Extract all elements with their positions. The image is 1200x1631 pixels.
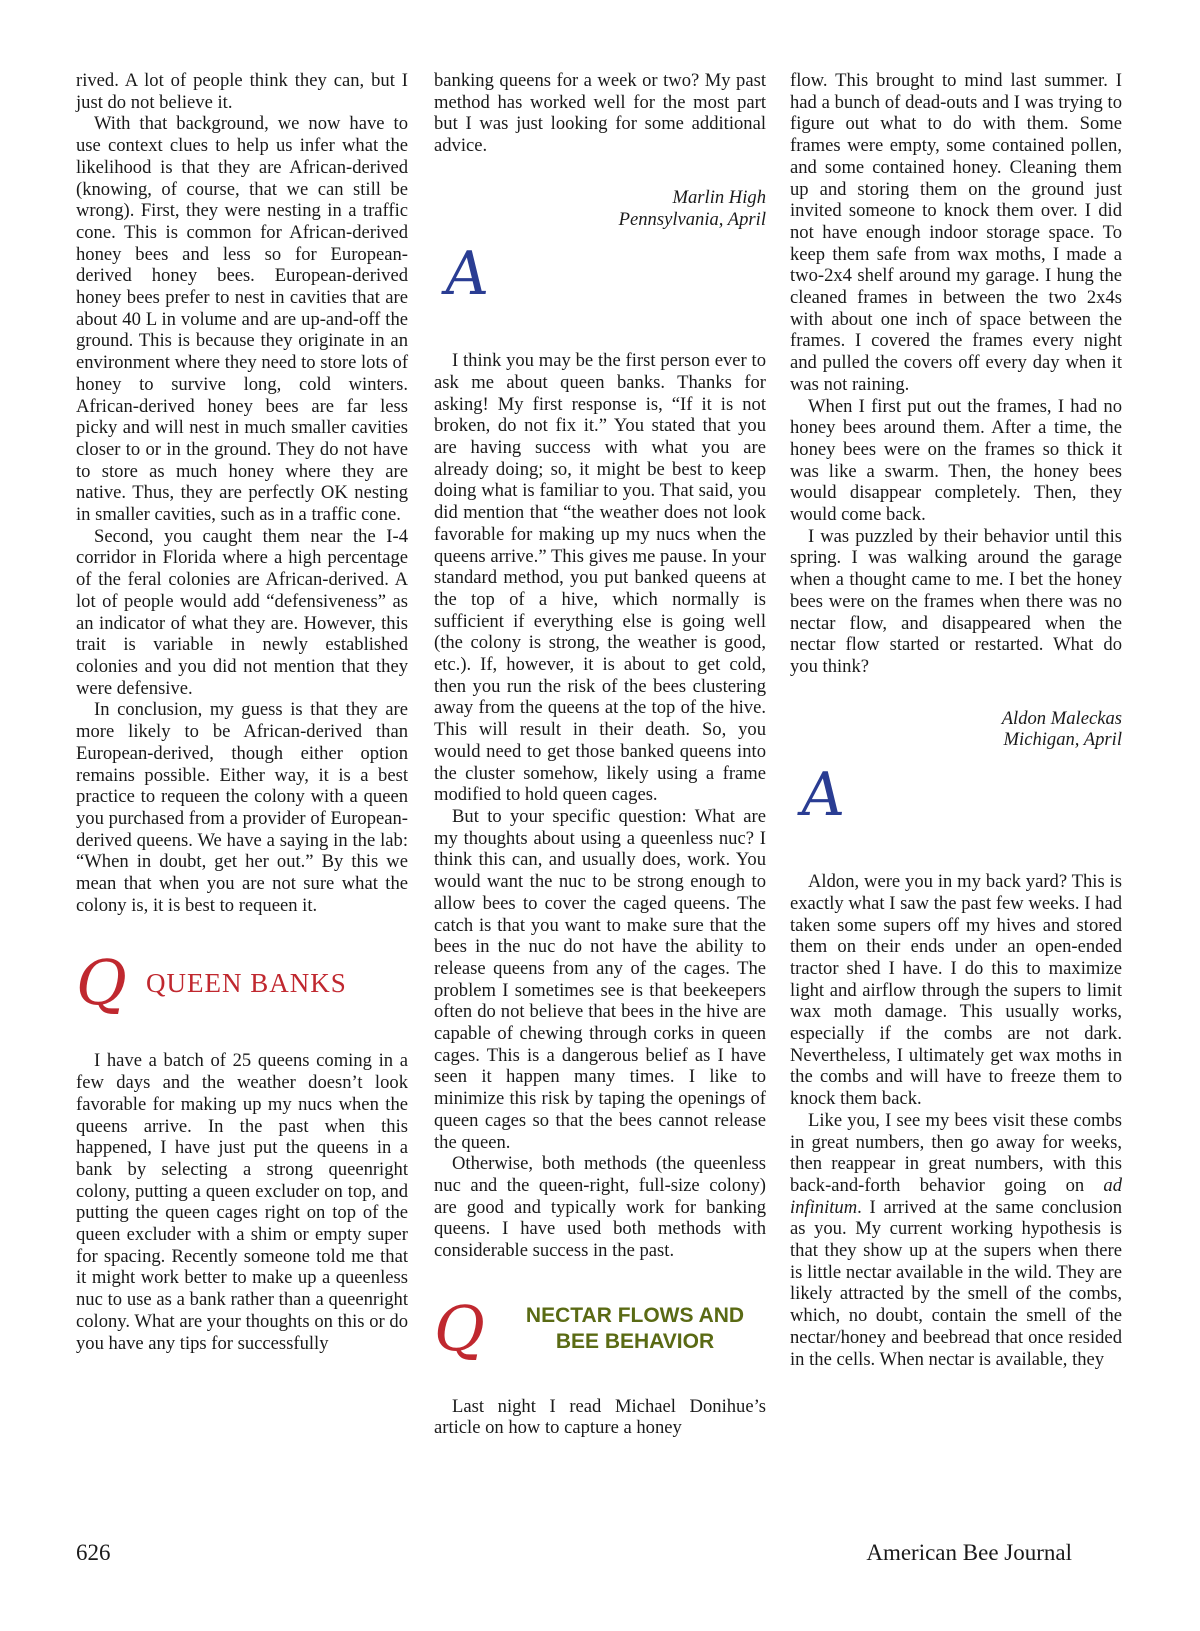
paragraph bbox=[790, 1110, 1122, 1370]
paragraph: Aldon, were you in my back yard? This is exactly what I saw the past few weeks. I had taken some supers off my hives and stored them on their ends under an open-ended tractor shed I have. I do this to maximize light and airflow through the supers to limit wax moth damage. This usually works, especially if the combs are not dark. Nevertheless, I ultimately get wax moths in the combs and will have to freeze them to knock them back. bbox=[790, 871, 1122, 1110]
paragraph: In conclusion, my guess is that they are more likely to be African-derived than European-derived, though either option remains possible. Either way, it is a best practice to requeen the colony with a queen you purchased from a provider of European-derived queens. We have a saying in the lab: “When in doubt, get her out.” By this we mean that when you are not sure what the colony is, it is best to requeen it. bbox=[76, 699, 408, 916]
paragraph: Last night I read Michael Donihue’s article on how to capture a honey bbox=[434, 1395, 766, 1439]
paragraph: I have a batch of 25 queens coming in a few days and the weather doesn’t look favorable for making up my nucs when the queens arrive. In the past when this happened, I have just put the queens in a bank by selecting a strong queenright colony, putting a queen excluder on top, and putting the queen cages right on top of the queen excluder with a shim or empty super for spacing. Recently someone told me that it might work better to make up a queenless nuc to use as a bank rather than a queenright colony. What are your thoughts on this or do you have any tips for successfully bbox=[76, 1050, 408, 1354]
question-letter-icon: Q bbox=[434, 1291, 485, 1365]
column-left bbox=[76, 70, 408, 1354]
signature-name: Aldon Maleckas bbox=[1001, 707, 1122, 729]
paragraph: I think you may be the first person ever to ask me about queen banks. Thanks for asking! My first response is, “If it is not broken, do not fix it.” You stated that you are having success with what you are already doing; so, it might be best to keep doing what is familiar to you. That said, you did mention that “the weather does not look favorable for making up my nucs when the queens arrive.” This gives me pause. In your standard method, you put banked queens at the top of a hive, which normally is sufficient if everything else is going well (the colony is strong, the weather is good, etc.). If, however, it is about to get cold, then you run the risk of the bees clustering away from the queens at the top of the hive. This will result in their death. So, you would need to get those banked queens into the cluster somehow, likely using a frame modified to hold queen cages. bbox=[434, 350, 766, 806]
signature-place: Michigan, April bbox=[1003, 729, 1122, 751]
paragraph: rived. A lot of people think they can, but I just do not believe it. bbox=[76, 70, 408, 113]
signature-name: Marlin High bbox=[672, 186, 766, 208]
question-title bbox=[504, 1303, 766, 1355]
question-title-line: BEE BEHAVIOR bbox=[555, 1329, 715, 1353]
question-letter-icon: Q bbox=[76, 946, 127, 1020]
text-run: Like you, I see my bees visit these combs in great numbers, then go away for weeks, then reappear in great numbers, with this back-and-forth behavior going on bbox=[790, 1109, 1122, 1196]
paragraph: banking queens for a week or two? My past method has worked well for the most part but I was just looking for some additional advice. bbox=[434, 70, 766, 157]
journal-title: American Bee Journal bbox=[866, 1540, 1072, 1565]
page-number: 626 bbox=[76, 1540, 111, 1565]
signature-place: Pennsylvania, April bbox=[618, 208, 766, 230]
signature bbox=[790, 708, 1122, 751]
text-run: . I arrived at the same conclusion as you. My current working hypothesis is that they show up at the supers when there is little nectar available in the wild. They are likely attracted by the smell of the combs, which, no doubt, contain the smell of the nectar/honey and beebread that once resided in the cells. When nectar is available, they bbox=[790, 1196, 1122, 1370]
question-title-line: NECTAR FLOWS AND bbox=[525, 1303, 745, 1327]
question-heading-queen-banks bbox=[76, 946, 408, 1020]
paragraph: flow. This brought to mind last summer. I had a bunch of dead-outs and I was trying to figure out what to do with them. Some frames were empty, some contained pollen, and some contained honey. Cleaning them up and storing them on the ground just invited someone to knock them over. I did not have enough indoor storage space. To keep them safe from wax moths, I made a two-2x4 shelf around my garage. I hung the cleaned frames in between the two 2x4s with about one inch of space between the frames. I covered the frames every night and pulled the covers off every day when it was not raining. bbox=[790, 70, 1122, 395]
paragraph: I was puzzled by their behavior until this spring. I was walking around the garage when a thought came to me. I bet the honey bees were on the frames when there was no nectar flow, and disappeared when the nectar flow started or restarted. What do you think? bbox=[790, 525, 1122, 677]
italic-term: ad infinitum bbox=[790, 1174, 1122, 1218]
question-heading-nectar-flows bbox=[434, 1291, 766, 1365]
paragraph: But to your specific question: What are my thoughts about using a queenless nuc? I think this can, and usually does, work. You would want the nuc to be strong enough to allow bees to cover the caged queens. The catch is that you want to make sure that the bees in the nuc do not have the ability to release queens from any of the cages. The problem I sometimes see is that beekeepers often do not believe that bees in the hive are capable of chewing through corks in queen cages. This is a dangerous belief as I have seen it happen many times. I like to minimize this risk by taping the openings of queen cages so that the bees cannot release the queen. bbox=[434, 805, 766, 1153]
question-title: QUEEN BANKS bbox=[146, 967, 347, 998]
paragraph: When I first put out the frames, I had no honey bees around them. After a time, the honey bees were on the frames so thick it was like a swarm. Then, the honey bees would disappear completely. Then, they would come back. bbox=[790, 395, 1122, 526]
paragraph: Second, you caught them near the I-4 corridor in Florida where a high percentage of the feral colonies are African-derived. A lot of people would add “defensiveness” as an indicator of what they are. However, this trait is variable in newly established colonies and you did not mention that they were defensive. bbox=[76, 525, 408, 699]
paragraph: With that background, we now have to use context clues to help us infer what the likelihood is that they are African-derived (knowing, of course, that we can still be wrong). First, they were nesting in a traffic cone. This is common for African-derived honey bees and less so for European-derived honey bees. European-derived honey bees prefer to nest in cavities that are about 40 L in volume and are up-and-off the ground. This is because they originate in an environment where they need to store lots of honey to survive long, cold winters. African-derived honey bees are far less picky and will nest in much smaller cavities closer to or in the ground. They do not have to store as much honey where they are native. Thus, they are perfectly OK nesting in smaller cavities, such as in a traffic cone. bbox=[76, 113, 409, 526]
paragraph: Otherwise, both methods (the queenless nuc and the queen-right, full-size colony) are good and typically work for banking queens. I have used both methods with considerable success in the past. bbox=[434, 1153, 766, 1262]
signature bbox=[434, 187, 766, 230]
column-middle bbox=[434, 70, 766, 1439]
column-right bbox=[790, 70, 1122, 1370]
answer-letter-icon: A bbox=[795, 760, 849, 831]
answer-letter-icon: A bbox=[439, 239, 493, 310]
